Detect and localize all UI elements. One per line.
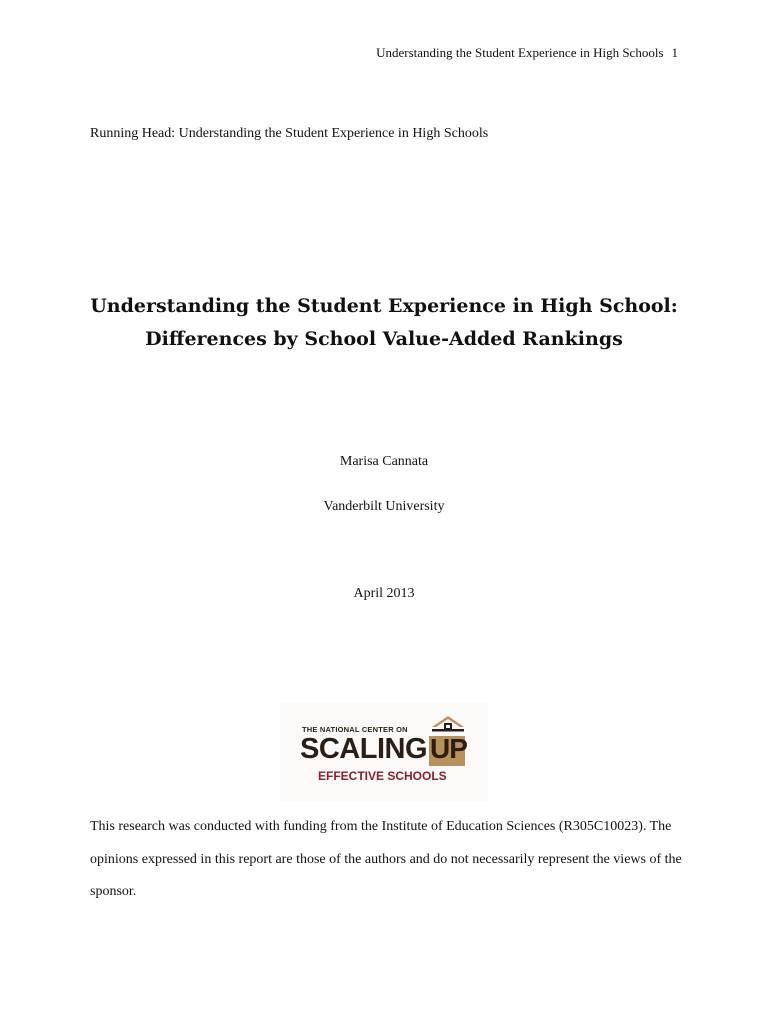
scaling-up-logo <box>280 703 488 801</box>
publication-date: April 2013 <box>353 586 415 601</box>
funding-line-1: This research was conducted with funding from the Institute of Education Sciences (R305C10023). The <box>90 819 672 834</box>
page-header <box>376 45 678 61</box>
author-affiliation: Vanderbilt University <box>323 499 445 514</box>
running-head: Running Head: Understanding the Student Experience in High Schools <box>90 126 489 141</box>
funding-note <box>90 811 690 909</box>
logo-up-word: UP <box>430 733 467 764</box>
title-line-2: Differences by School Value-Added Rankings <box>145 328 623 350</box>
funding-line-2: opinions expressed in this report are those of the authors and do not necessarily represent the views of the <box>90 851 682 867</box>
logo-top-line: THE NATIONAL CENTER ON <box>302 725 408 734</box>
logo-bottom-line: EFFECTIVE SCHOOLS <box>318 769 447 783</box>
document-title <box>0 290 768 356</box>
header-short-title: Understanding the Student Experience in High Schools <box>376 45 664 60</box>
page-number: 1 <box>671 45 678 60</box>
funding-line-3: sponsor. <box>90 884 137 899</box>
author-name: Marisa Cannata <box>339 454 429 469</box>
title-line-1: Understanding the Student Experience in High School: <box>90 295 678 317</box>
logo-main-word: SCALING <box>300 733 427 765</box>
